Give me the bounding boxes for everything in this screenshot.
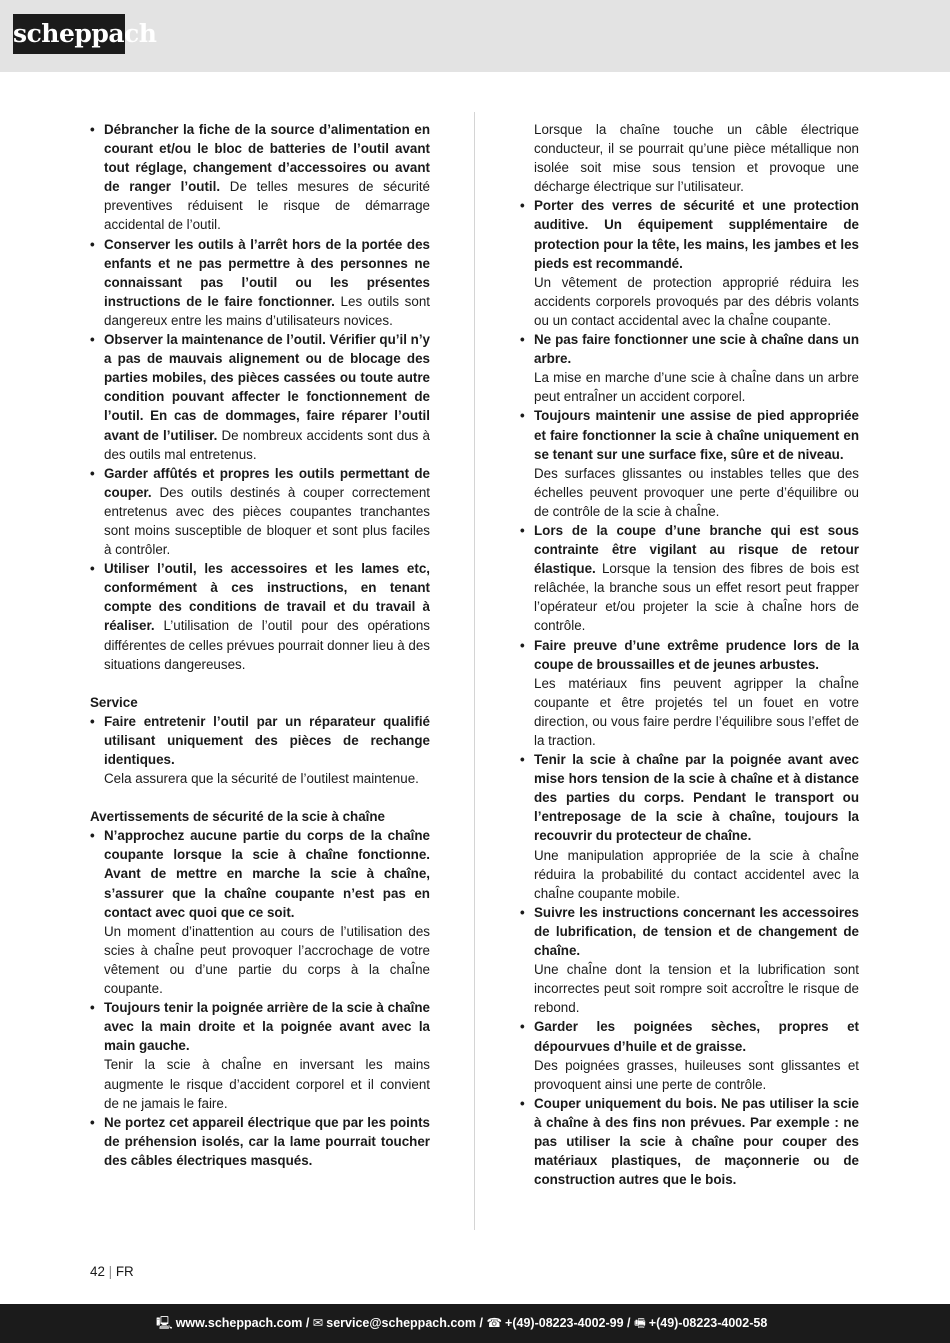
section-heading-chainsaw: Avertissements de sécurité de la scie à chaîne (90, 809, 385, 825)
header-bar (0, 0, 950, 72)
list-item: • Faire preuve d’une extrême prudence lors de la coupe de broussailles et de jeunes arbustes. Les matériaux fins peuvent agripper la chaÎne coupante et être projetés tel un fouet en votre direction, ou vous faire perdre l’équilibre sous l’effet de la traction. (520, 637, 859, 748)
list-item: • Couper uniquement du bois. Ne pas utiliser la scie à chaîne à des fins non prévues. Par exemple : ne pas utiliser la scie à chaîne pour couper des matériaux plastiques, de maçonnerie ou de construction autres que le bois. (520, 1095, 859, 1188)
bullet: • (90, 561, 95, 577)
footer-email[interactable]: service@scheppach.com / (326, 1316, 483, 1330)
list-item: • Ne portez cet appareil électrique que par les points de préhension isolés, car la lame pourrait toucher des câbles électriques masqués. (90, 1114, 430, 1168)
section-heading-service: Service (90, 694, 138, 710)
page-number: 42 | FR (90, 1264, 134, 1279)
computer-icon: 🖳 (156, 1316, 173, 1330)
list-item: • Garder les poignées sèches, propres et dépourvues d’huile et de graisse. Des poignées grasses, huileuses sont glissantes et provoquent ainsi une perte de contrôle. (520, 1019, 859, 1092)
list-item: • Toujours maintenir une assise de pied appropriée et faire fonctionner la scie à chaîne uniquement en se tenant sur une surface fixe, sûre et de niveau. Des surfaces glissantes ou instables telles que des échelles peuvent provoquer une perte d’équilibre ou de contrôle de la scie à chaÎne. (520, 408, 859, 519)
left-column (90, 120, 430, 1170)
bullet: • (520, 332, 525, 348)
bullet: • (520, 904, 525, 920)
bullet: • (520, 1095, 525, 1111)
phone-icon: ☎ (486, 1316, 503, 1330)
bullet: • (90, 236, 95, 252)
list-item: • Ne pas faire fonctionner une scie à chaîne dans un arbre. La mise en marche d’une scie à chaÎne dans un arbre peut entraÎner un accident corporel. (520, 332, 859, 405)
bullet: • (90, 1114, 95, 1130)
list-item: • N’approchez aucune partie du corps de la chaîne coupante lorsque la scie à chaîne fonctionne. Avant de mettre en marche la scie à chaîne, s’assurer que la chaîne coupante n’est pas en contact avec quoi que ce soit. Un moment d’inattention au cours de l’utilisation des scies à chaÎne peut provoquer l’accrochage de votre vêtement ou d’une partie du corps à la chaÎne coupante. (90, 828, 430, 997)
bullet: • (520, 752, 525, 768)
bullet: • (90, 122, 95, 137)
list-item: • Toujours tenir la poignée arrière de la scie à chaîne avec la main droite et la poignée avant avec la main gauche. Tenir la scie à chaÎne en inversant les mains augmente le risque d’accident corporel et il convient de ne jamais le faire. (90, 1000, 430, 1111)
list-item: • Conserver les outils à l’arrêt hors de la portée des enfants et ne pas permettre à des personnes ne connaissant pas l’outil ou les présentes instructions de le faire fonctionner. Les outils sont dangereux entre les mains d’utilisateurs novices. (90, 236, 430, 328)
bullet: • (90, 713, 95, 729)
bullet: • (90, 828, 95, 844)
list-item: • Observer la maintenance de l’outil. Vérifier qu’il n’y a pas de mauvais alignement ou de blocage des parties mobiles, des pièces cassées ou toute autre condition pouvant affecter le fonctionnement de l’outil. En cas de dommages, faire réparer l’outil avant de l’utiliser. De nombreux accidents sont dus à des outils mal entretenus. (90, 332, 431, 462)
bullet: • (90, 332, 95, 348)
list-item: • Lors de la coupe d’une branche qui est sous contrainte être vigilant au risque de retour élastique. Lorsque la tension des fibres de bois est relâchée, la branche sous un effet resort peut frapper l’opérateur et/ou projeter la scie à chaÎne hors de contrôle. (520, 522, 859, 634)
bullet: • (520, 408, 525, 424)
bullet: • (520, 1019, 525, 1035)
right-column (520, 120, 859, 1189)
email-icon: ✉ (312, 1316, 324, 1330)
list-item: • Débrancher la fiche de la source d’alimentation en courant et/ou le bloc de batteries de l’outil avant tout réglage, changement d’accessoires ou avant de ranger l’outil. De telles mesures de sécurité preventives réduisent le risque de démarrage accidental de l’outil. (90, 122, 430, 233)
bullet: • (90, 1000, 95, 1016)
list-item: • Utiliser l’outil, les accessoires et les lames etc, conformément à ces instructions, en tenant compte des conditions de travail et du travail à réaliser. L’utilisation de l’outil pour des opérations différentes de celles prévues pourrait donner lieu à des situations dangereuses. (90, 561, 430, 672)
footer-phone: +(49)-08223-4002-99 / (505, 1316, 631, 1330)
list-item: • Porter des verres de sécurité et une protection auditive. Un équipement supplémentaire de protection pour la tête, les mains, les jambes et les pieds est recommandé. Un vêtement de protection approprié réduira les accidents corporels provoqués par des débris volants ou un contact accidental avec la chaÎne coupante. (520, 198, 859, 328)
bullet: • (520, 637, 525, 653)
list-item: • Faire entretenir l’outil par un réparateur qualifié utilisant uniquement des pièces de rechange identiques. Cela assurera que la sécurité de l’outilest maintenue. (90, 713, 430, 787)
footer-bar (0, 1304, 950, 1343)
bullet: • (520, 522, 525, 538)
footer-fax: +(49)-08223-4002-58 (648, 1316, 768, 1330)
list-item: • Tenir la scie à chaîne par la poignée avant avec mise hors tension de la scie à chaîne et à distance des parties du corps. Pendant le transport ou l’entreposage de la scie à chaîne, toujours la recouvrir du protecteur de chaîne. Une manipulation appropriée de la scie à chaÎne réduira la probabilité du contact accidentel avec la chaÎne coupante mobile. (520, 752, 859, 901)
footer-contacts (156, 1304, 767, 1343)
scheppach-logo: scheppach (13, 14, 125, 54)
bullet: • (520, 198, 525, 214)
bullet: • (90, 465, 95, 481)
list-item: • Suivre les instructions concernant les accessoires de lubrification, de tension et de changement de chaîne. Une chaÎne dont la tension et la lubrification sont incorrectes peut soit rompre soit accroÎtre le risque de rebond. (520, 904, 859, 1016)
list-item-continuation: Lorsque la chaîne touche un câble électrique conducteur, il se pourrait qu’une pièce métallique non isolée soit mise sous tension et provoque une décharge électrique sur l’utilisateur. (534, 122, 859, 195)
list-item: • Garder affûtés et propres les outils permettant de couper. Des outils destinés à couper correctement entretenus avec des pièces coupantes tranchantes sont moins susceptible de bloquer et sont plus faciles à contrôler. (90, 465, 430, 558)
footer-website[interactable]: www.scheppach.com / (175, 1316, 310, 1330)
column-divider (474, 112, 475, 1230)
fax-icon: 🖷 (633, 1316, 646, 1330)
